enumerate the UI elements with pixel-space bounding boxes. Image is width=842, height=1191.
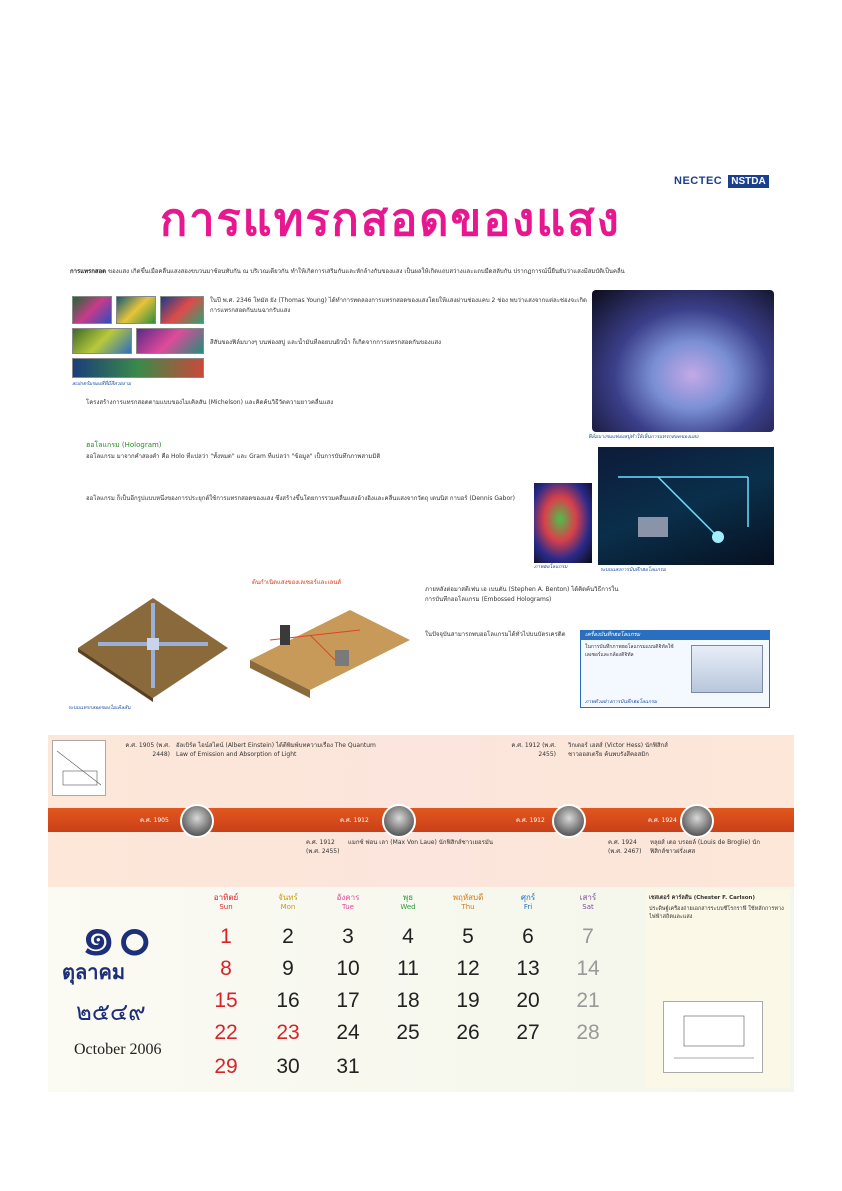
day-head-mon (260, 892, 316, 920)
calendar-day: 18 (396, 989, 420, 1012)
nectec-logo (668, 171, 768, 191)
day-th: อาทิตย์ (213, 893, 239, 902)
year-thai: ๒๕๔๙ (76, 998, 146, 1026)
side-panel-title: เชสเตอร์ คาร์ลสัน (Chester F. Carlson) (649, 895, 755, 901)
event-1-label: ค.ศ. 1905 (พ.ศ. 2448) (125, 742, 170, 758)
recorder-box-caption: ภาพตัวอย่างการบันทึกฮอโลแกรม (585, 699, 658, 705)
caption-soap-film: ฟิล์มบางของฟองสบู่ทำให้เห็นการแทรกสอดของแสง (588, 434, 699, 440)
portrait-de-broglie (680, 804, 714, 838)
day-en: Sun (219, 903, 233, 911)
day-th: พฤหัสบดี (452, 893, 484, 902)
calendar-day: 31 (336, 1055, 360, 1078)
caption-michelson: ระบบแทรกสอดของไมเคิลสัน (68, 705, 131, 711)
day-th: จันทร์ (278, 893, 298, 902)
calendar-day: 5 (462, 925, 474, 948)
month-name: ตุลาคม (62, 960, 126, 984)
side-panel (645, 890, 790, 1088)
event-3-label: ค.ศ. 1912 (พ.ศ. 2455) (306, 839, 340, 855)
calendar-day: 24 (336, 1021, 360, 1044)
portrait-einstein (180, 804, 214, 838)
day-th: อังคาร (336, 893, 360, 902)
calendar-day: 22 (214, 1021, 238, 1044)
patent-drawing-icon (664, 1002, 764, 1074)
day-en: Mon (280, 903, 296, 911)
timeline-year-4: ค.ศ. 1924 (648, 817, 677, 824)
optical-table-icon (250, 590, 410, 700)
day-en: Sat (582, 903, 594, 911)
month-english: October 2006 (74, 1041, 162, 1058)
calendar-day: 2 (282, 925, 294, 948)
day-head-sun (198, 892, 254, 920)
day-en: Thu (461, 903, 475, 911)
timeline-year-2: ค.ศ. 1912 (340, 817, 369, 824)
calendar-day: 4 (402, 925, 414, 948)
calendar-day: 17 (336, 989, 360, 1012)
logo-text: NECTEC (674, 175, 723, 187)
hologram-recording-diagram (250, 590, 410, 700)
calendar-day: 9 (282, 957, 294, 980)
timeline-year-3: ค.ศ. 1912 (516, 817, 545, 824)
calendar-day: 20 (516, 989, 540, 1012)
logo-badge: NSTDA (728, 175, 768, 188)
color-swatches-image (72, 296, 204, 380)
caption-swatches: สเปกตรัมของสีที่มีสีสวยงาม (72, 381, 132, 387)
calendar-day: 15 (214, 989, 238, 1012)
side-panel-text: ประดิษฐ์เครื่องถ่ายเอกสารระบบซีโรกราฟี ใช้หลักการทางไฟฟ้าสถิตและแสง (649, 906, 784, 920)
timeline-sketch-image (52, 740, 106, 796)
event-2-text: วิกเตอร์ เฮสส์ (Victor Hess) นักฟิสิกส์ชาวออสเตรีย ค้นพบรังสีคอสมิก (568, 742, 668, 758)
day-en: Tue (342, 903, 354, 911)
intro-text: ของแสง เกิดขึ้นเมื่อคลื่นแสงสองขบวนมาซ้อนทับกัน ณ บริเวณเดียวกัน ทำให้เกิดการเสริมกันและหักล้างกันของแสง เป็นผลให้เกิดแถบสว่างและแถบมืดสลับกัน ปรากฏการณ์นี้ยืนยันว่าแสงมีสมบัติเป็นคลื่น (108, 268, 625, 275)
day-th: พุธ (402, 893, 414, 902)
event-1-text: อัลเบิร์ต ไอน์สไตน์ (Albert Einstein) ได้ตีพิมพ์บทความเรื่อง The Quantum Law of Emission and Absorption of Light (176, 742, 376, 758)
day-en: Wed (400, 903, 416, 911)
diagram-title: ต้นกำเนิดแสงของเลเซอร์และเลนส์ (252, 579, 342, 586)
calendar-day: 10 (336, 957, 360, 980)
event-4-label: ค.ศ. 1924 (พ.ศ. 2467) (608, 839, 642, 855)
calendar-day: 19 (456, 989, 480, 1012)
michelson-paragraph: โครงสร้างการแทรกสอดตามแบบของไมเคิลสัน (Michelson) และคิดค้นวิธีวัดความยาวคลื่นแสง (86, 399, 334, 406)
recorder-box (580, 630, 770, 708)
day-head-wed (380, 892, 436, 920)
calendar-day: 16 (276, 989, 300, 1012)
caption-laser-setup: ระบบแสงการบันทึกฮอโลแกรม (600, 567, 666, 573)
event-2-label: ค.ศ. 1912 (พ.ศ. 2455) (511, 742, 556, 758)
recorder-box-title: เครื่องบันทึกฮอโลแกรม (581, 631, 769, 640)
calendar-day: 6 (522, 925, 534, 948)
caption-hologram: ภาพฮอโลแกรม (534, 564, 568, 570)
calendar-day: 8 (220, 957, 232, 980)
day-th: ศุกร์ (520, 893, 536, 902)
day-head-fri (500, 892, 556, 920)
month-number: ๑๐ (80, 901, 153, 969)
calendar-day: 28 (576, 1021, 600, 1044)
day-head-thu (440, 892, 496, 920)
calendar-day: 21 (576, 989, 600, 1012)
laser-setup-image (598, 447, 774, 565)
interferometer-icon (68, 578, 238, 702)
calendar-day: 3 (342, 925, 354, 948)
patent-drawing-image (663, 1001, 763, 1073)
hologram-heading: ฮอโลแกรม (Hologram) (86, 441, 162, 449)
portrait-von-laue (382, 804, 416, 838)
calendar-day: 26 (456, 1021, 480, 1044)
young-paragraph: ในปี พ.ศ. 2346 โทมัส ยัง (Thomas Young) ได้ทำการทดลองการแทรกสอดของแสงโดยให้แสงผ่านช่องแคบ 2 ช่อง พบว่าแสงจากแต่ละช่องจะเกิดการแทรกสอดกันบนฉากรับแสง (210, 297, 587, 314)
portrait-hess (552, 804, 586, 838)
day-en: Fri (523, 903, 533, 911)
michelson-diagram (68, 578, 238, 702)
calendar-day: 7 (582, 925, 594, 948)
hologram-image (534, 483, 592, 563)
day-head-sat (560, 892, 616, 920)
calendar-day: 29 (214, 1055, 238, 1078)
intro-lead: การแทรกสอด (70, 268, 107, 275)
computer-image (691, 645, 763, 693)
calendar-day: 25 (396, 1021, 420, 1044)
calendar-day: 12 (456, 957, 480, 980)
today-paragraph: ในปัจจุบันสามารถพบฮอโลแกรมได้ทั่วไปบนบัตรเครดิต (425, 631, 566, 638)
recorder-box-text: ในการบันทึกภาพฮอโลแกรมแบบดิจิทัลใช้เลเซอร์และกล้องดิจิทัล (585, 644, 674, 658)
sketch-icon (53, 741, 107, 797)
timeline-year-1: ค.ศ. 1905 (140, 817, 169, 824)
calendar-day: 27 (516, 1021, 540, 1044)
calendar-day: 23 (276, 1021, 300, 1044)
intro-paragraph (70, 267, 770, 289)
day-th: เสาร์ (579, 893, 597, 902)
day-head-tue (320, 892, 376, 920)
event-4-text: หลุยส์ เดอ บรอยล์ (Louis de Broglie) นักฟิสิกส์ชาวฝรั่งเศส (650, 839, 761, 855)
event-3-text: แมกซ์ ฟอน เลา (Max Von Laue) นักฟิสิกส์ชาวเยอรมัน (348, 839, 493, 846)
laser-beam-diagram (598, 447, 774, 565)
film-paragraph: สีสันของฟิล์มบางๆ บนฟองสบู่ และน้ำมันที่ลอยบนผิวน้ำ ก็เกิดจากการแทรกสอดกันของแสง (210, 339, 442, 346)
calendar-day: 13 (516, 957, 540, 980)
calendar-day: 1 (220, 925, 232, 948)
page-title: การแทรกสอดของแสง (160, 193, 621, 246)
benton-paragraph: ภายหลังต่อมาสตีเฟน เอ เบนตัน (Stephen A. Benton) ได้คิดค้นวิธีการในการบันทึกฮอโลแกรม (Embossed Holograms) (425, 586, 619, 603)
calendar-day: 11 (397, 957, 419, 980)
hologram-paragraph-2: ฮอโลแกรม ก็เป็นอีกรูปแบบหนึ่งของการประยุกต์ใช้การแทรกสอดของแสง ซึ่งสร้างขึ้นโดยการรวมคลื่นแสงอ้างอิงและคลื่นแสงจากวัตถุ เดนนิส กาบอร์ (Dennis Gabor) (86, 495, 515, 502)
calendar-day: 30 (276, 1055, 300, 1078)
soap-bubble-image (592, 290, 774, 432)
hologram-paragraph: ฮอโลแกรม มาจากคำสองคำ คือ Holo ที่แปลว่า "ทั้งหมด" และ Gram ที่แปลว่า "ข้อมูล" เป็นการบันทึกภาพสามมิติ (86, 453, 381, 460)
calendar-day: 14 (576, 957, 600, 980)
